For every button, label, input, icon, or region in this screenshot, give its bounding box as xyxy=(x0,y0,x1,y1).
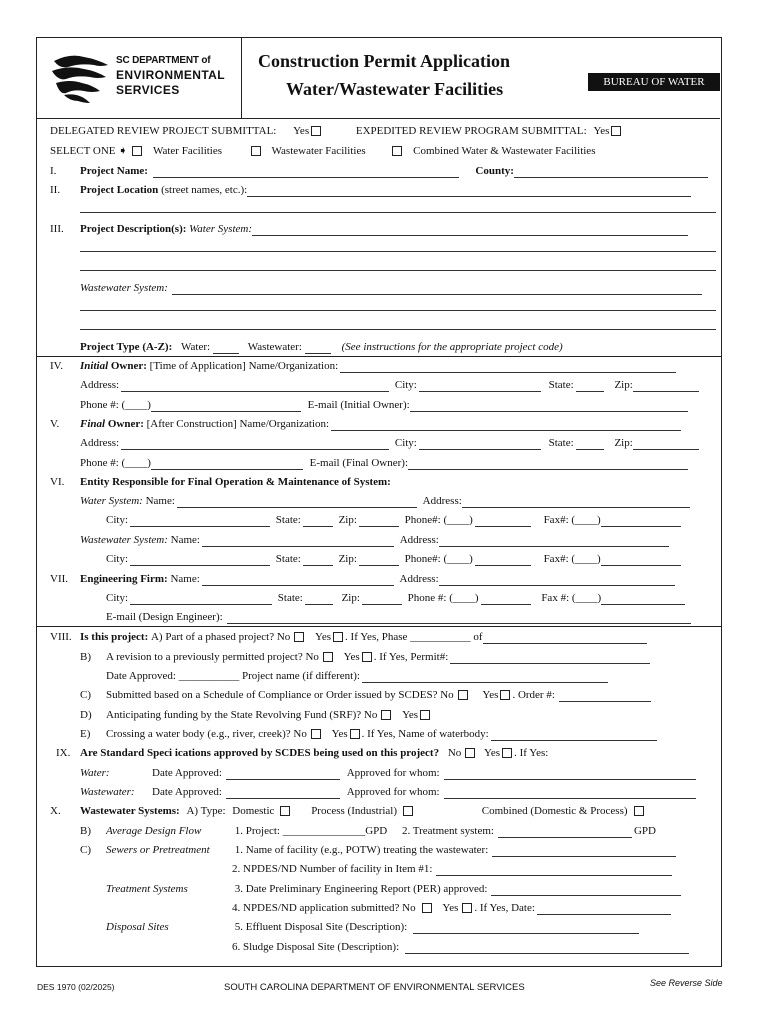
no-label: No xyxy=(447,747,462,759)
initial-owner-name-label: [Time of Application] Name/Organization: xyxy=(149,360,339,372)
schedule-yes-checkbox[interactable] xyxy=(500,690,510,700)
combined-checkbox[interactable] xyxy=(634,806,644,816)
entity-water-label: Water System: xyxy=(80,495,143,507)
combined-label: Combined (Domestic & Process) xyxy=(481,805,628,817)
header-logo-box xyxy=(36,37,242,119)
section-number: IX. xyxy=(56,747,71,759)
specs-ww-date-field[interactable] xyxy=(226,788,340,799)
entity-responsible-label: Entity Responsible for Final Operation & Maintenance of System: xyxy=(80,476,391,488)
phased-no-checkbox[interactable] xyxy=(294,632,304,642)
form-number: DES 1970 (02/2025) xyxy=(37,982,115,992)
engineering-firm-city-row xyxy=(106,591,770,605)
specs-ww-label: Wastewater: xyxy=(80,786,135,798)
engineering-firm-phone-field[interactable] xyxy=(481,594,531,605)
adf-project-label: 1. Project: _______________GPD xyxy=(234,825,388,837)
schedule-row xyxy=(80,688,750,702)
date-approved-label: Date Approved: xyxy=(152,767,222,779)
final-owner-city-field[interactable] xyxy=(419,439,541,450)
npdes-number-field[interactable] xyxy=(436,865,672,876)
date-approved-row xyxy=(106,669,770,683)
if-yes-date-label: . If Yes, Date: xyxy=(474,902,535,914)
state-label: State: xyxy=(277,592,303,604)
per-approved-label: 3. Date Preliminary Engineering Report (PER) approved: xyxy=(234,883,488,895)
county-field[interactable] xyxy=(514,167,708,178)
section-number: III. xyxy=(50,223,64,235)
combined-facilities-checkbox[interactable] xyxy=(392,146,402,156)
section-number: II. xyxy=(50,184,61,196)
schedule-question: Submitted based on a Schedule of Compliance or Order issued by SCDES? No xyxy=(106,689,454,701)
initial-owner-address-field[interactable] xyxy=(121,381,389,392)
npdes-app-date-field[interactable] xyxy=(537,904,671,915)
yes-label: Yes xyxy=(482,689,499,701)
revision-yes-checkbox[interactable] xyxy=(362,652,372,662)
adf-label: Average Design Flow xyxy=(106,825,202,837)
project-type-label: Project Type (A-Z): xyxy=(80,341,173,353)
yes-label: Yes xyxy=(442,902,459,914)
section-number: VIII. xyxy=(50,631,72,643)
specs-yes-checkbox[interactable] xyxy=(502,748,512,758)
entity-water-phone-field[interactable] xyxy=(475,516,531,527)
specs-water-row xyxy=(80,766,750,780)
sludge-disposal-field[interactable] xyxy=(405,943,689,954)
zip-label: Zip: xyxy=(614,437,633,449)
logo-line-1: SC DEPARTMENT of xyxy=(116,55,211,66)
approved-for-label: Approved for whom: xyxy=(346,786,440,798)
section-vi xyxy=(50,475,720,489)
sludge-row xyxy=(232,940,770,954)
wastewater-systems-label: Wastewater Systems: xyxy=(80,805,180,817)
initial-owner-email-label: E-mail (Initial Owner): xyxy=(307,399,410,411)
if-yes-label: . If Yes: xyxy=(514,747,549,759)
entity-ww-address-field[interactable] xyxy=(439,536,669,547)
state-label: State: xyxy=(275,514,301,526)
waterbody-no-checkbox[interactable] xyxy=(311,729,321,739)
engineering-firm-city-field[interactable] xyxy=(130,594,272,605)
order-number-field[interactable] xyxy=(559,691,651,702)
schedule-no-checkbox[interactable] xyxy=(458,690,468,700)
project-type-row xyxy=(80,340,750,354)
entity-ww-fax-field[interactable] xyxy=(601,555,681,566)
process-checkbox[interactable] xyxy=(403,806,413,816)
city-label: City: xyxy=(394,379,417,391)
fax-label: Fax #: (____) xyxy=(541,592,602,604)
fax-label: Fax#: (____) xyxy=(543,553,601,565)
phone-label: Phone #: (____) xyxy=(80,399,151,411)
section-number: VI. xyxy=(50,476,65,488)
permit-number-label: . If Yes, Permit#: xyxy=(373,651,449,663)
divider xyxy=(36,626,721,627)
phone-label: Phone#: (____) xyxy=(404,514,473,526)
project-name-label: Project Name: xyxy=(80,165,148,177)
entity-water-row xyxy=(80,494,750,508)
county-label: County: xyxy=(475,165,514,177)
address-label: Address: xyxy=(399,573,439,585)
project-description-label: Project Description(s): xyxy=(80,223,187,235)
date-approved-project-name-label: Date Approved: ___________ Project name (if different): xyxy=(106,670,360,682)
wastewater-system-desc-field[interactable] xyxy=(172,284,702,295)
npdes-app-yes-checkbox[interactable] xyxy=(462,903,472,913)
phased-yes-checkbox[interactable] xyxy=(333,632,343,642)
state-label: State: xyxy=(275,553,301,565)
section-iv xyxy=(50,359,720,373)
water-system-desc-label: Water System: xyxy=(189,223,252,235)
final-owner-email-field[interactable] xyxy=(408,459,688,470)
final-label: Final xyxy=(80,418,106,430)
yes-label: Yes xyxy=(402,709,419,721)
final-owner-name-field[interactable] xyxy=(331,420,681,431)
final-owner-email-label: E-mail (Final Owner): xyxy=(309,457,409,469)
engineering-firm-name-field[interactable] xyxy=(202,575,394,586)
section-vii xyxy=(50,572,720,586)
expedited-label: EXPEDITED REVIEW PROGRAM SUBMITTAL: xyxy=(355,125,587,137)
specs-water-label: Water: xyxy=(80,767,110,779)
zip-label: Zip: xyxy=(338,553,357,565)
engineering-firm-address-field[interactable] xyxy=(439,575,675,586)
entity-ww-city-field[interactable] xyxy=(130,555,270,566)
specs-ww-row xyxy=(80,785,750,799)
revision-question: A revision to a previously permitted project? No xyxy=(106,651,319,663)
waterbody-question: Crossing a water body (e.g., river, creek)? No xyxy=(106,728,307,740)
entity-water-state-field[interactable] xyxy=(303,516,333,527)
project-type-water-label: Water: xyxy=(181,341,211,353)
waterbody-yes-checkbox[interactable] xyxy=(350,729,360,739)
engineering-firm-state-field[interactable] xyxy=(305,594,333,605)
final-owner-zip-field[interactable] xyxy=(633,439,699,450)
water-desc-line-2[interactable] xyxy=(80,251,716,252)
entity-ww-phone-field[interactable] xyxy=(475,555,531,566)
entity-ww-label: Wastewater System: xyxy=(80,534,168,546)
address-label: Address: xyxy=(422,495,462,507)
section-x xyxy=(50,804,720,818)
domestic-label: Domestic xyxy=(232,805,275,817)
city-label: City: xyxy=(106,514,129,526)
phase-of-field[interactable] xyxy=(483,633,647,644)
form-title: Construction Permit Application xyxy=(258,51,510,71)
project-type-ww-label: Wastewater: xyxy=(247,341,302,353)
initial-owner-phone-field[interactable] xyxy=(151,401,301,412)
per-date-field[interactable] xyxy=(491,885,681,896)
name-label: Name: xyxy=(170,573,200,585)
gpd-label: GPD xyxy=(633,825,656,837)
entity-ww-name-field[interactable] xyxy=(202,536,394,547)
revision-row xyxy=(80,650,750,664)
specs-ww-for-field[interactable] xyxy=(444,788,696,799)
section-i xyxy=(50,164,720,178)
phased-project-question: A) Part of a phased project? No xyxy=(150,631,291,643)
section-iii xyxy=(50,222,720,236)
section-number: IV. xyxy=(50,360,63,372)
initial-owner-state-field[interactable] xyxy=(576,381,604,392)
yes-label: Yes xyxy=(331,728,348,740)
water-desc-line-3[interactable] xyxy=(80,270,716,271)
delegated-yes-checkbox[interactable] xyxy=(311,126,321,136)
name-label: Name: xyxy=(170,534,200,546)
final-owner-address-row xyxy=(80,436,750,450)
domestic-checkbox[interactable] xyxy=(280,806,290,816)
approved-for-label: Approved for whom: xyxy=(346,767,440,779)
type-label: A) Type: xyxy=(186,805,226,817)
entity-water-address-field[interactable] xyxy=(462,497,690,508)
entity-water-city-field[interactable] xyxy=(130,516,270,527)
engineering-firm-zip-field[interactable] xyxy=(362,594,402,605)
bureau-badge: BUREAU OF WATER xyxy=(588,73,720,91)
design-engineer-email-label: E-mail (Design Engineer): xyxy=(106,611,223,623)
project-location-hint: (street names, etc.): xyxy=(161,184,248,196)
npdes-app-no-checkbox[interactable] xyxy=(422,903,432,913)
srf-question: Anticipating funding by the State Revolving Fund (SRF)? No xyxy=(106,709,378,721)
arrow-icon: ➧ xyxy=(118,145,128,157)
entity-water-name-field[interactable] xyxy=(177,497,417,508)
section-number: VII. xyxy=(50,573,69,585)
waterbody-name-field[interactable] xyxy=(491,730,657,741)
yes-label: Yes xyxy=(343,651,360,663)
item-b: B) xyxy=(80,651,91,663)
expedited-yes-label: Yes xyxy=(593,125,610,137)
initial-owner-phone-row xyxy=(80,398,750,412)
entity-water-city-row xyxy=(106,513,770,527)
phone-label: Phone#: (____) xyxy=(404,553,473,565)
entity-ww-state-field[interactable] xyxy=(303,555,333,566)
item-c: C) xyxy=(80,844,91,856)
project-location-label: Project Location xyxy=(80,184,159,196)
department-footer: SOUTH CAROLINA DEPARTMENT OF ENVIRONMENTAL SERVICES xyxy=(224,982,525,993)
wastewater-system-desc-label: Wastewater System: xyxy=(80,282,168,294)
expedited-yes-checkbox[interactable] xyxy=(611,126,621,136)
waterbody-name-label: . If Yes, Name of waterbody: xyxy=(361,728,489,740)
final-owner-state-field[interactable] xyxy=(576,439,604,450)
npdes-row xyxy=(232,862,770,876)
final-owner-phone-row xyxy=(80,456,750,470)
header-title-box xyxy=(242,37,720,119)
sludge-disposal-label: 6. Sludge Disposal Site (Description): xyxy=(232,941,400,953)
engineering-email-row xyxy=(106,610,770,624)
initial-owner-address-row xyxy=(80,378,750,392)
item-e: E) xyxy=(80,728,91,740)
design-engineer-email-field[interactable] xyxy=(227,613,691,624)
wastewater-facilities-label: Wastewater Facilities xyxy=(271,145,366,157)
combined-facilities-label: Combined Water & Wastewater Facilities xyxy=(413,145,596,157)
entity-water-fax-field[interactable] xyxy=(601,516,681,527)
phone-label: Phone #: (____) xyxy=(407,592,479,604)
divider xyxy=(36,356,721,357)
logo-line-2: ENVIRONMENTAL xyxy=(116,68,225,82)
submittal-row xyxy=(50,124,720,138)
entity-ww-zip-field[interactable] xyxy=(359,555,399,566)
state-label: State: xyxy=(548,379,574,391)
zip-label: Zip: xyxy=(341,592,360,604)
effluent-disposal-field[interactable] xyxy=(413,923,639,934)
waterbody-row xyxy=(80,727,750,741)
npdes-app-question: 4. NPDES/ND application submitted? No xyxy=(232,902,416,914)
sewers-row xyxy=(80,843,750,857)
specs-no-checkbox[interactable] xyxy=(465,748,475,758)
project-location-line-2[interactable] xyxy=(80,212,716,213)
permit-number-field[interactable] xyxy=(450,653,650,664)
city-label: City: xyxy=(106,553,129,565)
section-number: I. xyxy=(50,165,57,177)
phase-label: . If Yes, Phase ___________ of xyxy=(345,631,483,643)
section-ii xyxy=(50,183,720,197)
effluent-row xyxy=(106,920,770,934)
owner-label: Owner: xyxy=(110,360,147,372)
project-type-ww-field[interactable] xyxy=(305,343,331,354)
section-ix xyxy=(56,746,726,760)
final-owner-address-field[interactable] xyxy=(121,439,389,450)
water-system-desc-field[interactable] xyxy=(252,225,688,236)
specs-water-date-field[interactable] xyxy=(226,769,340,780)
standard-specs-question: Are Standard Speci ications approved by SCDES being used on this project? xyxy=(80,747,440,759)
project-location-field[interactable] xyxy=(247,186,691,197)
entity-ww-city-row xyxy=(106,552,770,566)
yes-label: Yes xyxy=(484,747,501,759)
phone-label: Phone #: (____) xyxy=(80,457,151,469)
project-type-note: (See instructions for the appropriate project code) xyxy=(341,341,563,353)
final-owner-phone-field[interactable] xyxy=(151,459,303,470)
project-type-water-field[interactable] xyxy=(213,343,239,354)
yes-label: Yes xyxy=(315,631,332,643)
initial-label: Initial xyxy=(80,360,109,372)
adf-treatment-label: 2. Treatment system: xyxy=(401,825,494,837)
adf-treatment-field[interactable] xyxy=(498,827,632,838)
npdes-number-label: 2. NPDES/ND Number of facility in Item #1: xyxy=(232,863,433,875)
srf-yes-checkbox[interactable] xyxy=(420,710,430,720)
address-label: Address: xyxy=(399,534,439,546)
select-one-row xyxy=(50,144,720,158)
facility-name-field[interactable] xyxy=(492,846,676,857)
srf-no-checkbox[interactable] xyxy=(381,710,391,720)
see-reverse-side: See Reverse Side xyxy=(650,978,723,988)
initial-owner-email-field[interactable] xyxy=(410,401,688,412)
srf-row xyxy=(80,708,750,722)
initial-owner-name-field[interactable] xyxy=(340,362,676,373)
disposal-sites-label: Disposal Sites xyxy=(106,921,169,933)
adf-row xyxy=(80,824,750,838)
engineering-firm-fax-field[interactable] xyxy=(601,594,685,605)
owner-label: Owner: xyxy=(107,418,144,430)
npdes-app-row xyxy=(232,901,770,915)
specs-water-for-field[interactable] xyxy=(444,769,696,780)
order-number-label: . Order #: xyxy=(512,689,555,701)
zip-label: Zip: xyxy=(338,514,357,526)
treatment-systems-label: Treatment Systems xyxy=(106,883,188,895)
city-label: City: xyxy=(106,592,129,604)
water-facilities-checkbox[interactable] xyxy=(132,146,142,156)
engineering-firm-label: Engineering Firm: xyxy=(80,573,168,585)
form-subtitle: Water/Wastewater Facilities xyxy=(286,79,504,99)
city-label: City: xyxy=(394,437,417,449)
final-owner-name-label: [After Construction] Name/Organization: xyxy=(146,418,330,430)
zip-label: Zip: xyxy=(614,379,633,391)
ww-desc-line-3[interactable] xyxy=(80,329,716,330)
date-approved-label: Date Approved: xyxy=(152,786,222,798)
fax-label: Fax#: (____) xyxy=(543,514,601,526)
facility-name-label: 1. Name of facility (e.g., POTW) treating the wastewater: xyxy=(234,844,489,856)
ww-desc-line-2[interactable] xyxy=(80,310,716,311)
sewers-label: Sewers or Pretreatment xyxy=(106,844,210,856)
wastewater-facilities-checkbox[interactable] xyxy=(251,146,261,156)
delegated-yes-label: Yes xyxy=(293,125,310,137)
process-label: Process (Industrial) xyxy=(311,805,398,817)
per-row xyxy=(106,882,770,896)
wastewater-desc-row xyxy=(80,281,750,295)
name-label: Name: xyxy=(145,495,175,507)
item-d: D) xyxy=(80,709,92,721)
project-name-field[interactable] xyxy=(153,167,459,178)
is-this-project-label: Is this project: xyxy=(80,631,149,643)
scdes-logo-icon xyxy=(50,51,112,105)
project-name-different-field[interactable] xyxy=(362,672,608,683)
revision-no-checkbox[interactable] xyxy=(323,652,333,662)
section-v xyxy=(50,417,720,431)
initial-owner-zip-field[interactable] xyxy=(633,381,699,392)
logo-line-3: SERVICES xyxy=(116,83,180,97)
section-number: X. xyxy=(50,805,61,817)
item-b: B) xyxy=(80,825,91,837)
entity-ww-row xyxy=(80,533,750,547)
entity-water-zip-field[interactable] xyxy=(359,516,399,527)
water-facilities-label: Water Facilities xyxy=(152,145,223,157)
delegated-label: DELEGATED REVIEW PROJECT SUBMITTAL: xyxy=(50,125,277,137)
select-one-label: SELECT ONE xyxy=(50,145,116,157)
section-viii xyxy=(50,630,720,644)
initial-owner-city-field[interactable] xyxy=(419,381,541,392)
section-number: V. xyxy=(50,418,60,430)
effluent-disposal-label: 5. Effluent Disposal Site (Description): xyxy=(234,921,408,933)
address-label: Address: xyxy=(80,379,120,391)
address-label: Address: xyxy=(80,437,120,449)
state-label: State: xyxy=(548,437,574,449)
item-c: C) xyxy=(80,689,91,701)
